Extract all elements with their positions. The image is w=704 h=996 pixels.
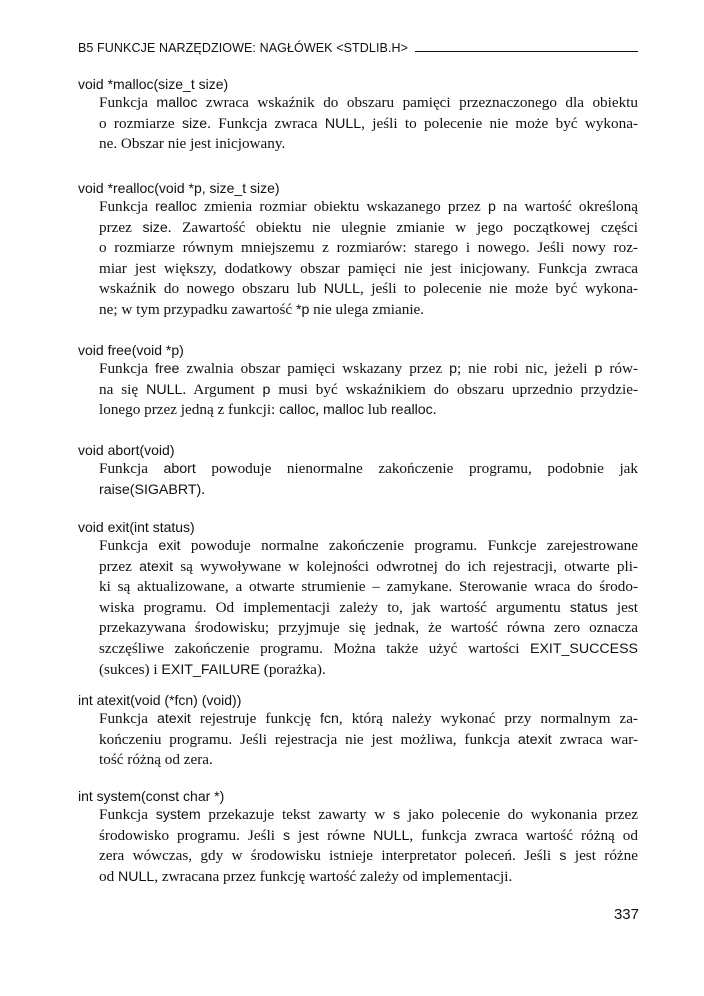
text-fragment: . Funkcja zwraca (207, 114, 325, 132)
code-identifier: NULL (324, 115, 362, 132)
text-fragment: , jeśli to polecenie nie może być wykona- (361, 114, 638, 132)
text-fragment: ne. Obszar nie jest inicjowany. (99, 135, 286, 153)
description-line (99, 557, 638, 578)
description-line (99, 380, 638, 401)
description-line (99, 480, 638, 501)
function-signature: void exit(int status) (78, 519, 195, 535)
running-header (78, 37, 638, 55)
text-fragment: zwraca wskaźnik do obszaru pamięci przeznaczonego dla obiektu (197, 94, 638, 111)
text-fragment: przekazywana środowisku; przyjmuje się jednak, że wartość równa zero oznacza (99, 619, 638, 637)
text-fragment: jest różne (566, 847, 638, 865)
description-line (99, 400, 638, 421)
code-identifier: malloc (322, 402, 364, 419)
description-line (99, 750, 638, 771)
function-entry (78, 341, 638, 421)
code-identifier: realloc (155, 199, 197, 215)
function-entry (78, 441, 638, 500)
text-fragment: są wywoływane w kolejności odwrotnej do ich rejestracji, otwarte pli- (173, 557, 638, 575)
code-identifier: abort (163, 461, 196, 477)
text-fragment: lonego przez jedną z funkcji: (99, 401, 280, 419)
code-identifier: malloc (156, 95, 198, 111)
text-fragment: zwalnia obszar pamięci wskazany przez (179, 360, 450, 377)
description-line (99, 197, 638, 218)
header-rule (415, 51, 638, 52)
function-entry (78, 75, 638, 155)
text-fragment: środowisko programu. Jeśli (99, 826, 283, 844)
text-fragment: , funkcja zwraca wartość różną od (409, 826, 638, 844)
text-fragment: zera wówczas, gdy w środowisku istnieje interpretator poleceń. Jeśli (99, 847, 560, 865)
description-line (99, 826, 638, 847)
description-line (99, 639, 638, 660)
description-line (99, 300, 638, 321)
text-fragment: jest (607, 598, 639, 616)
code-identifier: atexit (139, 558, 174, 575)
text-fragment: Funkcja (99, 460, 164, 477)
function-signature: void *malloc(size_t size) (78, 76, 229, 92)
text-fragment: , (315, 401, 323, 419)
text-fragment: wskaźnik do nowego obszaru lub (99, 280, 324, 298)
text-fragment: musi być wskaźnikiem do obszaru uprzednio przydzie- (270, 380, 638, 398)
description-line (99, 93, 638, 114)
code-identifier: p (449, 361, 457, 377)
code-identifier: status (569, 599, 608, 616)
code-identifier: p (487, 199, 496, 215)
text-fragment: ki są aktualizowane, a otwarte strumienie – zamykane. Sterowanie wraca do środo- (99, 578, 638, 596)
description-line (99, 459, 638, 480)
description-line (99, 218, 638, 239)
text-fragment: . Argument (182, 380, 263, 398)
function-entry (78, 787, 638, 887)
code-identifier: raise(SIGABRT) (99, 481, 202, 498)
code-identifier: exit (158, 538, 181, 554)
code-identifier: s (392, 807, 401, 823)
code-identifier: atexit (517, 731, 552, 748)
code-identifier: p (594, 361, 603, 377)
function-signature: void free(void *p) (78, 342, 184, 358)
code-identifier: *p (295, 301, 310, 318)
text-fragment: powoduje nienormalne zakończenie programu, podobnie jak (195, 460, 638, 477)
text-fragment: , jeśli to polecenie nie może być wykona- (359, 280, 638, 298)
text-fragment: (sukces) i (99, 660, 162, 678)
function-description (99, 359, 638, 421)
code-identifier: s (559, 848, 567, 865)
text-fragment: Funkcja (99, 198, 156, 215)
text-fragment: . (201, 480, 206, 498)
description-line (99, 730, 638, 751)
text-fragment: od (99, 867, 118, 885)
code-identifier: atexit (156, 711, 191, 727)
description-line (99, 709, 638, 730)
description-line (99, 846, 638, 867)
code-identifier: system (155, 807, 201, 823)
code-identifier: size (142, 219, 168, 236)
code-identifier: NULL (146, 381, 183, 398)
description-line (99, 134, 638, 155)
description-line (99, 660, 638, 681)
text-fragment: o rozmiarze równym mniejszemu z rozmiarów: starego i nowego. Jeśli nowy roz- (99, 239, 638, 257)
function-description (99, 536, 638, 680)
header-title: B5 FUNKCJE NARZĘDZIOWE: NAGŁÓWEK <STDLIB.H> (78, 41, 409, 55)
text-fragment: jako polecenie do wykonania przez (400, 806, 638, 823)
text-fragment: Funkcja (99, 806, 156, 823)
function-description (99, 93, 638, 155)
text-fragment: na wartość określoną (495, 198, 638, 215)
function-entry (78, 691, 638, 771)
text-fragment: Funkcja (99, 360, 155, 377)
function-signature: int system(const char *) (78, 788, 225, 804)
text-fragment: rejestruje funkcję (190, 710, 320, 727)
code-identifier: s (282, 827, 291, 844)
function-signature: void abort(void) (78, 442, 175, 458)
text-fragment: o rozmiarze (99, 114, 182, 132)
text-fragment: zmienia rozmiar obiektu wskazanego przez (196, 198, 488, 215)
text-fragment: , którą należy wykonać przy normalnym za- (338, 710, 638, 727)
description-line (99, 805, 638, 826)
function-description (99, 805, 638, 887)
description-line (99, 359, 638, 380)
function-entry (78, 518, 638, 680)
text-fragment: , zwracana przez funkcję wartość zależy od implementacji. (154, 867, 513, 885)
text-fragment: przekazuje tekst zawarty w (200, 806, 393, 823)
description-line (99, 279, 638, 300)
description-line (99, 259, 638, 280)
description-line (99, 238, 638, 259)
text-fragment: na się (99, 380, 147, 398)
text-fragment: miar jest większy, dodatkowy obszar pamięci nie jest inicjowany. Funkcja zwraca (99, 259, 638, 277)
function-signature: void *realloc(void *p, size_t size) (78, 180, 280, 196)
code-identifier: EXIT_FAILURE (161, 661, 260, 678)
text-fragment: szczęśliwe zakończenie programu. Można także użyć wartości (99, 639, 530, 657)
page-number: 337 (613, 906, 639, 923)
code-identifier: NULL (373, 827, 410, 844)
function-description (99, 709, 638, 771)
function-description (99, 459, 638, 500)
text-fragment: Funkcja (99, 537, 159, 554)
text-fragment: Funkcja (99, 94, 157, 111)
description-line (99, 577, 638, 598)
text-fragment: zwraca war- (551, 730, 639, 748)
text-fragment: kończeniu programu. Jeśli rejestracja nie jest możliwa, funkcja (99, 730, 518, 748)
text-fragment: przez (99, 218, 143, 236)
code-identifier: EXIT_SUCCESS (529, 640, 638, 657)
code-identifier: free (154, 361, 180, 377)
description-line (99, 598, 638, 619)
text-fragment: rów- (602, 360, 639, 377)
code-identifier: NULL (117, 868, 155, 885)
text-fragment: jest równe (290, 826, 374, 844)
text-fragment: Funkcja (99, 710, 157, 727)
description-line (99, 114, 638, 135)
function-entry (78, 179, 638, 321)
text-fragment: wiska programu. Od implementacji zależy to, jak wartość argumentu (99, 598, 570, 616)
text-fragment: tość różną od zera. (99, 751, 213, 769)
text-fragment: powoduje normalne zakończenie programu. Funkcje zarejestrowane (180, 537, 638, 554)
description-line (99, 618, 638, 639)
text-fragment: ne; w tym przypadku zawartość (99, 300, 296, 318)
text-fragment: nie ulega zmianie. (309, 300, 425, 318)
code-identifier: fcn (319, 711, 339, 727)
text-fragment: lub (363, 401, 391, 419)
text-fragment: (porażka). (259, 660, 326, 678)
code-identifier: calloc (279, 402, 316, 419)
function-signature: int atexit(void (*fcn) (void)) (78, 692, 242, 708)
description-line (99, 867, 638, 888)
function-description (99, 197, 638, 321)
code-identifier: NULL (323, 281, 360, 298)
code-identifier: p (262, 381, 271, 398)
description-line (99, 536, 638, 557)
code-identifier: size (181, 115, 208, 132)
text-fragment: . Zawartość obiektu nie ulegnie zmianie w jego początkowej części (167, 218, 639, 236)
text-fragment: ; nie robi nic, jeżeli (456, 360, 595, 377)
text-fragment: . (432, 401, 437, 419)
text-fragment: przez (99, 557, 140, 575)
code-identifier: realloc (390, 402, 433, 419)
